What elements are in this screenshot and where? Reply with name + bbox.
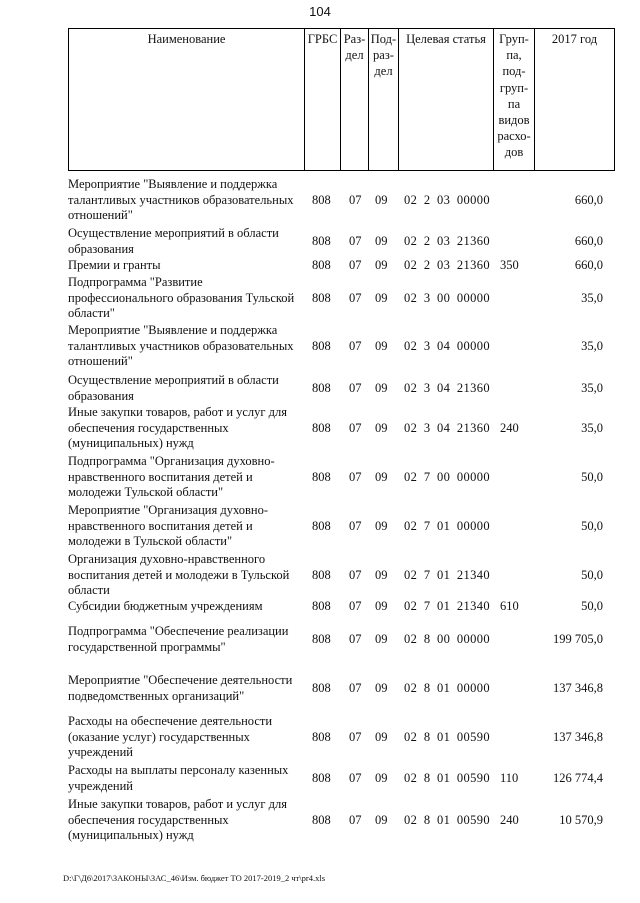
row-razdel: 07 [349, 469, 362, 484]
header-razdel: Раз- дел [341, 29, 369, 170]
row-podrazdel: 09 [375, 812, 388, 827]
row-podrazdel: 09 [375, 338, 388, 353]
row-name: Организация духовно-нравственного воспитания детей и молодежи в Тульской области [68, 552, 290, 598]
row-name: Подпрограмма "Организация духовно-нравственного воспитания детей и молодежи Тульской области" [68, 454, 275, 500]
row-name: Мероприятие "Выявление и поддержка талантливых участников образовательных отношений" [68, 177, 294, 223]
row-razdel: 07 [349, 631, 362, 646]
row-celevaya: 02 7 01 00000 [404, 518, 491, 533]
row-value: 137 346,8 [553, 729, 603, 744]
row-grbs: 808 [312, 380, 331, 395]
row-grbs: 808 [312, 567, 331, 582]
row-grbs: 808 [312, 812, 331, 827]
table-row [0, 275, 640, 322]
row-name: Расходы на обеспечение деятельности (оказание услуг) государственных учреждений [68, 714, 273, 760]
row-grbs: 808 [312, 729, 331, 744]
row-razdel: 07 [349, 192, 362, 207]
table-row [0, 673, 640, 704]
row-razdel: 07 [349, 567, 362, 582]
row-grbs: 808 [312, 290, 331, 305]
row-name: Расходы на выплаты персоналу казенных учреждений [68, 763, 289, 793]
row-value: 50,0 [581, 469, 603, 484]
row-gruppa: 240 [500, 420, 519, 435]
row-value: 50,0 [581, 567, 603, 582]
row-name: Осуществление мероприятий в области образования [68, 373, 279, 403]
row-razdel: 07 [349, 233, 362, 248]
row-podrazdel: 09 [375, 518, 388, 533]
row-razdel: 07 [349, 729, 362, 744]
row-celevaya: 02 2 03 00000 [404, 192, 491, 207]
row-celevaya: 02 3 04 21360 [404, 420, 491, 435]
row-grbs: 808 [312, 518, 331, 533]
table-row [0, 503, 640, 550]
header-gruppa: Груп- па, под- груп- па видов расхо- дов [494, 29, 535, 170]
page-number: 104 [309, 4, 331, 19]
row-celevaya: 02 8 01 00590 [404, 812, 491, 827]
row-razdel: 07 [349, 338, 362, 353]
table-row [0, 177, 640, 224]
row-value: 660,0 [574, 233, 603, 248]
row-gruppa: 110 [500, 770, 519, 785]
row-podrazdel: 09 [375, 729, 388, 744]
row-value: 35,0 [581, 290, 603, 305]
row-value: 137 346,8 [553, 680, 603, 695]
row-podrazdel: 09 [375, 770, 388, 785]
row-celevaya: 02 8 00 00000 [404, 631, 491, 646]
header-podrazdel: Под- раз- дел [369, 29, 399, 170]
row-podrazdel: 09 [375, 599, 388, 614]
row-celevaya: 02 2 03 21360 [404, 233, 491, 248]
row-value: 35,0 [581, 380, 603, 395]
table-row [0, 599, 640, 615]
row-podrazdel: 09 [375, 233, 388, 248]
row-podrazdel: 09 [375, 290, 388, 305]
row-value: 199 705,0 [553, 631, 603, 646]
row-name: Мероприятие "Выявление и поддержка талантливых участников образовательных отношений" [68, 323, 294, 369]
file-path-footer: D:\Г\Д6\2017\ЗАКОНЫ\ЗАС_46\Изм. бюджет ТО 2017-2019_2 чт\pr4.xls [63, 873, 326, 883]
table-row [0, 454, 640, 501]
row-name: Иные закупки товаров, работ и услуг для обеспечения государственных (муниципальных) нужд [68, 797, 288, 843]
row-value: 50,0 [581, 518, 603, 533]
row-podrazdel: 09 [375, 258, 388, 273]
row-celevaya: 02 3 04 00000 [404, 338, 491, 353]
header-year: 2017 год [551, 32, 598, 46]
row-gruppa: 610 [500, 599, 519, 614]
table-row [0, 797, 640, 844]
row-grbs: 808 [312, 631, 331, 646]
table-row [0, 763, 640, 794]
row-podrazdel: 09 [375, 192, 388, 207]
row-grbs: 808 [312, 420, 331, 435]
row-celevaya: 02 3 04 21360 [404, 380, 491, 395]
row-value: 126 774,4 [553, 770, 603, 785]
table-row [0, 226, 640, 257]
row-podrazdel: 09 [375, 631, 388, 646]
row-celevaya: 02 2 03 21360 [404, 258, 491, 273]
table-row [0, 373, 640, 404]
row-grbs: 808 [312, 770, 331, 785]
table-row [0, 405, 640, 452]
header-celevaya: Целевая статья [399, 29, 494, 170]
row-podrazdel: 09 [375, 567, 388, 582]
row-podrazdel: 09 [375, 680, 388, 695]
header-grbs: ГРБС [305, 29, 341, 170]
row-grbs: 808 [312, 599, 331, 614]
row-name: Подпрограмма "Обеспечение реализации государственной программы" [68, 624, 289, 654]
table-row [0, 323, 640, 370]
row-razdel: 07 [349, 290, 362, 305]
row-name: Мероприятие "Обеспечение деятельности подведомственных организаций" [68, 673, 293, 703]
row-celevaya: 02 7 00 00000 [404, 469, 491, 484]
row-razdel: 07 [349, 518, 362, 533]
row-razdel: 07 [349, 599, 362, 614]
row-grbs: 808 [312, 192, 331, 207]
row-grbs: 808 [312, 258, 331, 273]
row-name: Иные закупки товаров, работ и услуг для обеспечения государственных (муниципальных) нужд [68, 405, 288, 451]
table-row [0, 258, 640, 274]
row-value: 660,0 [574, 192, 603, 207]
table-row [0, 624, 640, 655]
row-podrazdel: 09 [375, 469, 388, 484]
table-row [0, 714, 640, 761]
row-celevaya: 02 7 01 21340 [404, 599, 491, 614]
row-name: Премии и гранты [68, 258, 161, 272]
row-value: 10 570,9 [559, 812, 603, 827]
row-celevaya: 02 3 00 00000 [404, 290, 491, 305]
row-razdel: 07 [349, 812, 362, 827]
row-celevaya: 02 8 01 00590 [404, 770, 491, 785]
row-value: 50,0 [581, 599, 603, 614]
row-gruppa: 350 [500, 258, 519, 273]
row-name: Осуществление мероприятий в области образования [68, 226, 279, 256]
row-name: Мероприятие "Организация духовно-нравственного воспитания детей и молодежи в Тульской области" [68, 503, 269, 549]
row-razdel: 07 [349, 770, 362, 785]
row-podrazdel: 09 [375, 380, 388, 395]
row-value: 35,0 [581, 338, 603, 353]
row-celevaya: 02 8 01 00000 [404, 680, 491, 695]
row-razdel: 07 [349, 420, 362, 435]
row-razdel: 07 [349, 680, 362, 695]
row-podrazdel: 09 [375, 420, 388, 435]
row-value: 35,0 [581, 420, 603, 435]
row-grbs: 808 [312, 233, 331, 248]
table-row [0, 552, 640, 599]
row-razdel: 07 [349, 258, 362, 273]
row-name: Субсидии бюджетным учреждениям [68, 599, 263, 613]
row-razdel: 07 [349, 380, 362, 395]
row-gruppa: 240 [500, 812, 519, 827]
table-header [68, 28, 615, 171]
row-grbs: 808 [312, 338, 331, 353]
row-value: 660,0 [574, 258, 603, 273]
row-name: Подпрограмма "Развитие профессионального образования Тульской области" [68, 275, 295, 321]
row-grbs: 808 [312, 680, 331, 695]
header-name: Наименование [69, 29, 305, 170]
row-grbs: 808 [312, 469, 331, 484]
row-celevaya: 02 8 01 00590 [404, 729, 491, 744]
row-celevaya: 02 7 01 21340 [404, 567, 491, 582]
